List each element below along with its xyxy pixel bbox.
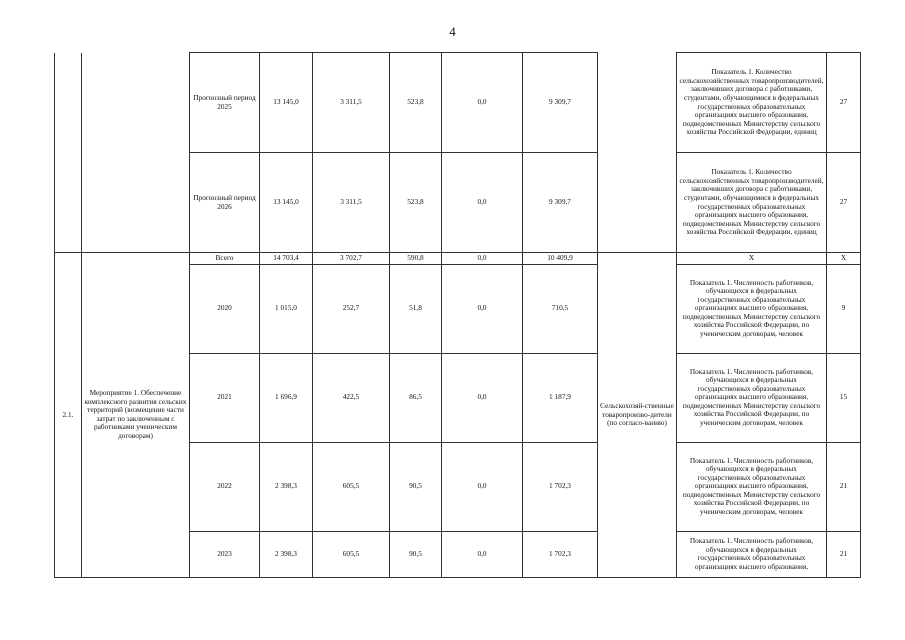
activity-name-cell — [82, 153, 190, 253]
value-cell: 2 398,3 — [260, 442, 313, 531]
target-cell: 27 — [827, 153, 861, 253]
value-cell: 14 703,4 — [260, 253, 313, 265]
executor-cell: Сельскохозяй-ственные товаропроизво-дители (по согласо-ванию) — [598, 253, 677, 578]
value-cell: 3 702,7 — [313, 253, 390, 265]
value-cell: 10 409,9 — [523, 253, 598, 265]
target-cell: 9 — [827, 264, 861, 353]
activity-number: 2.1. — [55, 253, 82, 578]
value-cell: 9 309,7 — [523, 53, 598, 153]
activity-name-cell — [82, 53, 190, 153]
period-cell: Прогнозный период 2025 — [190, 53, 260, 153]
target-cell: 21 — [827, 442, 861, 531]
value-cell: 51,8 — [390, 264, 442, 353]
period-cell: 2021 — [190, 353, 260, 442]
value-cell: 605,5 — [313, 531, 390, 577]
period-cell: 2020 — [190, 264, 260, 353]
value-cell: 0,0 — [442, 153, 523, 253]
indicator-cell: Х — [677, 253, 827, 265]
value-cell: 3 311,5 — [313, 153, 390, 253]
indicator-cell: Показатель 1. Численность работников, обучающихся в федеральных государственных образовательных организациях высшего образования, подведомственных Министерству сельского хозяйства Российской Федерации, по ученическим договорам, человек — [677, 442, 827, 531]
value-cell: 0,0 — [442, 53, 523, 153]
indicator-cell: Показатель 1. Численность работников, обучающихся в федеральных государственных образовательных организациях высшего образования, подведомственных Министерству сельского хозяйства Российской Федерации, по ученическим договорам, человек — [677, 353, 827, 442]
value-cell: 90,5 — [390, 531, 442, 577]
table-row — [55, 53, 861, 153]
value-cell: 90,5 — [390, 442, 442, 531]
target-cell: 21 — [827, 531, 861, 577]
value-cell: 605,5 — [313, 442, 390, 531]
program-table — [54, 52, 861, 578]
value-cell: 590,8 — [390, 253, 442, 265]
executor-cell — [598, 53, 677, 153]
value-cell: 0,0 — [442, 264, 523, 353]
value-cell: 13 145,0 — [260, 153, 313, 253]
value-cell: 1 696,9 — [260, 353, 313, 442]
value-cell: 1 702,3 — [523, 442, 598, 531]
number-cell — [55, 153, 82, 253]
period-cell: Прогнозный период 2026 — [190, 153, 260, 253]
value-cell: 13 145,0 — [260, 53, 313, 153]
value-cell: 1 702,3 — [523, 531, 598, 577]
value-cell: 0,0 — [442, 531, 523, 577]
table-row — [55, 153, 861, 253]
value-cell: 422,5 — [313, 353, 390, 442]
period-cell: 2022 — [190, 442, 260, 531]
value-cell: 710,5 — [523, 264, 598, 353]
value-cell: 252,7 — [313, 264, 390, 353]
value-cell: 2 398,3 — [260, 531, 313, 577]
activity-name: Мероприятие 1. Обеспечение комплексного развития сельских территорий (возмещение части затрат по заключенным с работниками ученическим договорам) — [82, 253, 190, 578]
number-cell — [55, 53, 82, 153]
indicator-cell: Показатель 1. Количество сельскохозяйственных товаропроизводителей, заключивших договора с работниками, студентами, обучающимися в федеральных государственных образовательных организациях высшего образования, подведомственных Министерству сельского хозяйства Российской Федерации, единиц — [677, 153, 827, 253]
value-cell: 523,8 — [390, 153, 442, 253]
period-cell: Всего — [190, 253, 260, 265]
indicator-cell: Показатель 1. Численность работников, обучающихся в федеральных государственных образовательных организациях высшего образования, подведомственных Министерству сельского хозяйства Российской Федерации, по ученическим договорам, человек — [677, 264, 827, 353]
value-cell: 0,0 — [442, 442, 523, 531]
executor-cell — [598, 153, 677, 253]
value-cell: 523,8 — [390, 53, 442, 153]
value-cell: 0,0 — [442, 253, 523, 265]
value-cell: 1 187,9 — [523, 353, 598, 442]
value-cell: 3 311,5 — [313, 53, 390, 153]
value-cell: 1 015,0 — [260, 264, 313, 353]
indicator-cell: Показатель 1. Количество сельскохозяйственных товаропроизводителей, заключивших договора с работниками, студентами, обучающимися в федеральных государственных образовательных организациях высшего образования, подведомственных Министерству сельского хозяйства Российской Федерации, единиц — [677, 53, 827, 153]
page-number: 4 — [449, 24, 456, 39]
target-cell: 15 — [827, 353, 861, 442]
value-cell: 86,5 — [390, 353, 442, 442]
table-row — [55, 253, 861, 265]
period-cell: 2023 — [190, 531, 260, 577]
value-cell: 9 309,7 — [523, 153, 598, 253]
target-cell: Х — [827, 253, 861, 265]
target-cell: 27 — [827, 53, 861, 153]
indicator-cell: Показатель 1. Численность работников, обучающихся в федеральных государственных образовательных организациях высшего образования, — [677, 531, 827, 577]
value-cell: 0,0 — [442, 353, 523, 442]
